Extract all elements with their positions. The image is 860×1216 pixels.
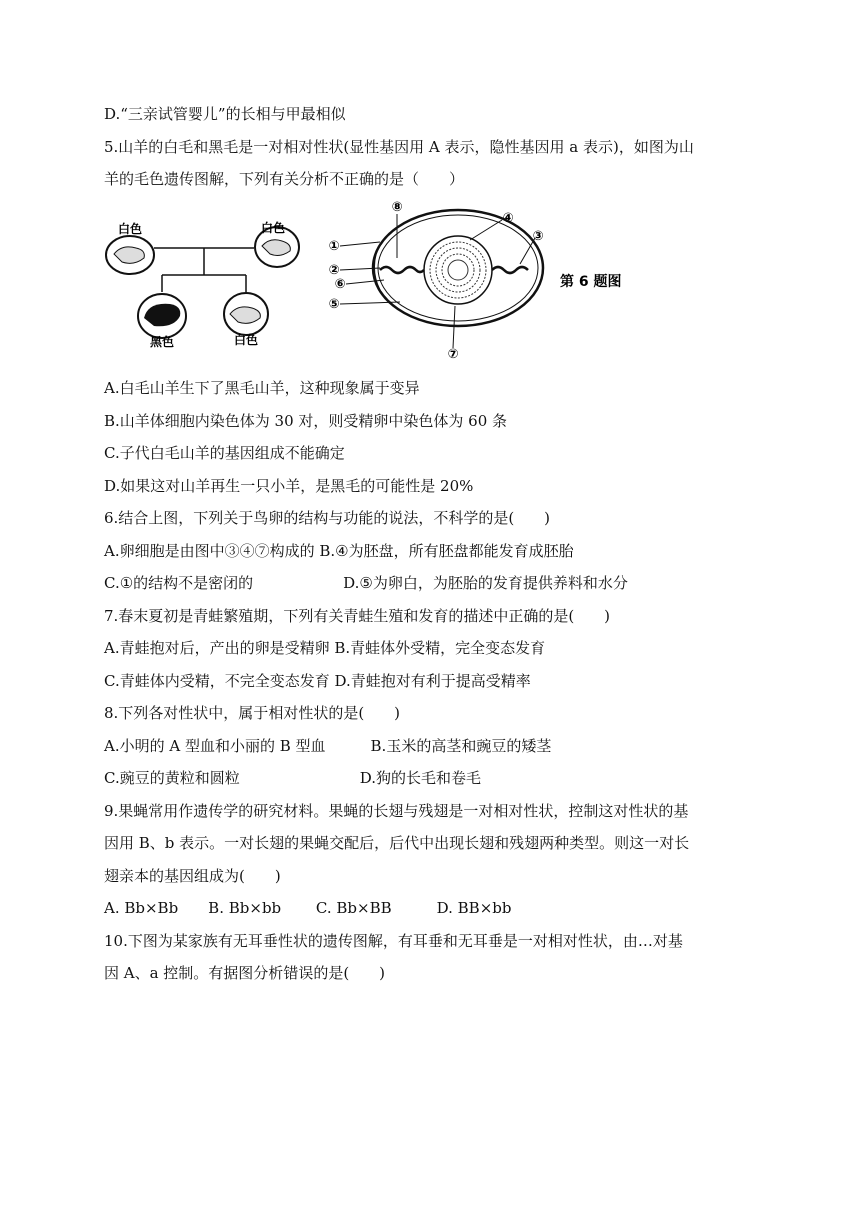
text-line: 翅亲本的基因组成为( )	[104, 867, 281, 885]
marker-2: ②	[328, 263, 340, 278]
text-line: A.白毛山羊生下了黑毛山羊，这种现象属于变异	[104, 379, 420, 397]
text-line: A.青蛙抱对后，产出的卵是受精卵 B.青蛙体外受精，完全变态发育	[104, 639, 546, 657]
marker-3: ③	[532, 229, 544, 244]
goat-inheritance-figure	[104, 210, 314, 350]
child-right-goat	[224, 293, 268, 335]
text-line: 因用 B、b 表示。一对长翅的果蝇交配后，后代中出现长翅和残翅两种类型。则这一对长	[104, 834, 690, 852]
label-parent-right: 白色	[260, 221, 286, 235]
text-line: B.山羊体细胞内染色体为 30 对，则受精卵中染色体为 60 条	[104, 412, 508, 430]
label-child-left: 黑色	[149, 335, 175, 349]
parent-left-goat	[106, 236, 154, 274]
text-line: 7.春末夏初是青蛙繁殖期，下列有关青蛙生殖和发育的描述中正确的是( )	[104, 607, 611, 625]
marker-4: ④	[502, 211, 514, 226]
text-line: 6.结合上图，下列关于鸟卵的结构与功能的说法，不科学的是( )	[104, 509, 551, 527]
text-line: C.豌豆的黄粒和圆粒 D.狗的长毛和卷毛	[104, 769, 481, 787]
child-left-goat	[138, 294, 186, 338]
text-line: C.青蛙体内受精，不完全变态发育 D.青蛙抱对有利于提高受精率	[104, 672, 531, 690]
text-line: 8.下列各对性状中，属于相对性状的是( )	[104, 704, 401, 722]
text-line: 10.下图为某家族有无耳垂性状的遗传图解，有耳垂和无耳垂是一对相对性状，由…对基	[104, 932, 683, 950]
marker-6: ⑥	[334, 277, 346, 292]
text-line: C.①的结构不是密闭的 D.⑤为卵白，为胚胎的发育提供养料和水分	[104, 574, 628, 592]
text-line: A.卵细胞是由图中③④⑦构成的 B.④为胚盘，所有胚盘都能发育成胚胎	[104, 542, 574, 560]
text-line: 羊的毛色遗传图解，下列有关分析不正确的是（ ）	[104, 170, 465, 188]
label-parent-left: 白色	[117, 222, 143, 236]
marker-8: ⑧	[391, 200, 403, 215]
text-line: D.“三亲试管婴儿”的长相与甲最相似	[104, 105, 346, 123]
marker-7: ⑦	[447, 347, 459, 360]
text-line: D.如果这对山羊再生一只小羊，是黑毛的可能性是 20%	[104, 477, 474, 495]
text-line: A. Bb×Bb B. Bb×bb C. Bb×BB D. BB×bb	[104, 899, 512, 917]
text-line: 5.山羊的白毛和黑毛是一对相对性状(显性基因用 A 表示，隐性基因用 a 表示)，如图为山	[104, 138, 694, 156]
text-line: A.小明的 A 型血和小丽的 B 型血 B.玉米的高茎和豌豆的矮茎	[104, 737, 552, 755]
marker-1: ①	[328, 239, 340, 254]
bird-egg-figure	[320, 198, 640, 360]
label-child-right: 白色	[233, 333, 259, 347]
text-line: 9.果蝇常用作遗传学的研究材料。果蝇的长翅与残翅是一对相对性状，控制这对性状的基	[104, 802, 689, 820]
text-line: 因 A、a 控制。有据图分析错误的是( )	[104, 964, 386, 982]
marker-5: ⑤	[328, 297, 340, 312]
figure-caption: 第 6 题图	[560, 274, 622, 290]
text-line: C.子代白毛山羊的基因组成不能确定	[104, 444, 345, 462]
